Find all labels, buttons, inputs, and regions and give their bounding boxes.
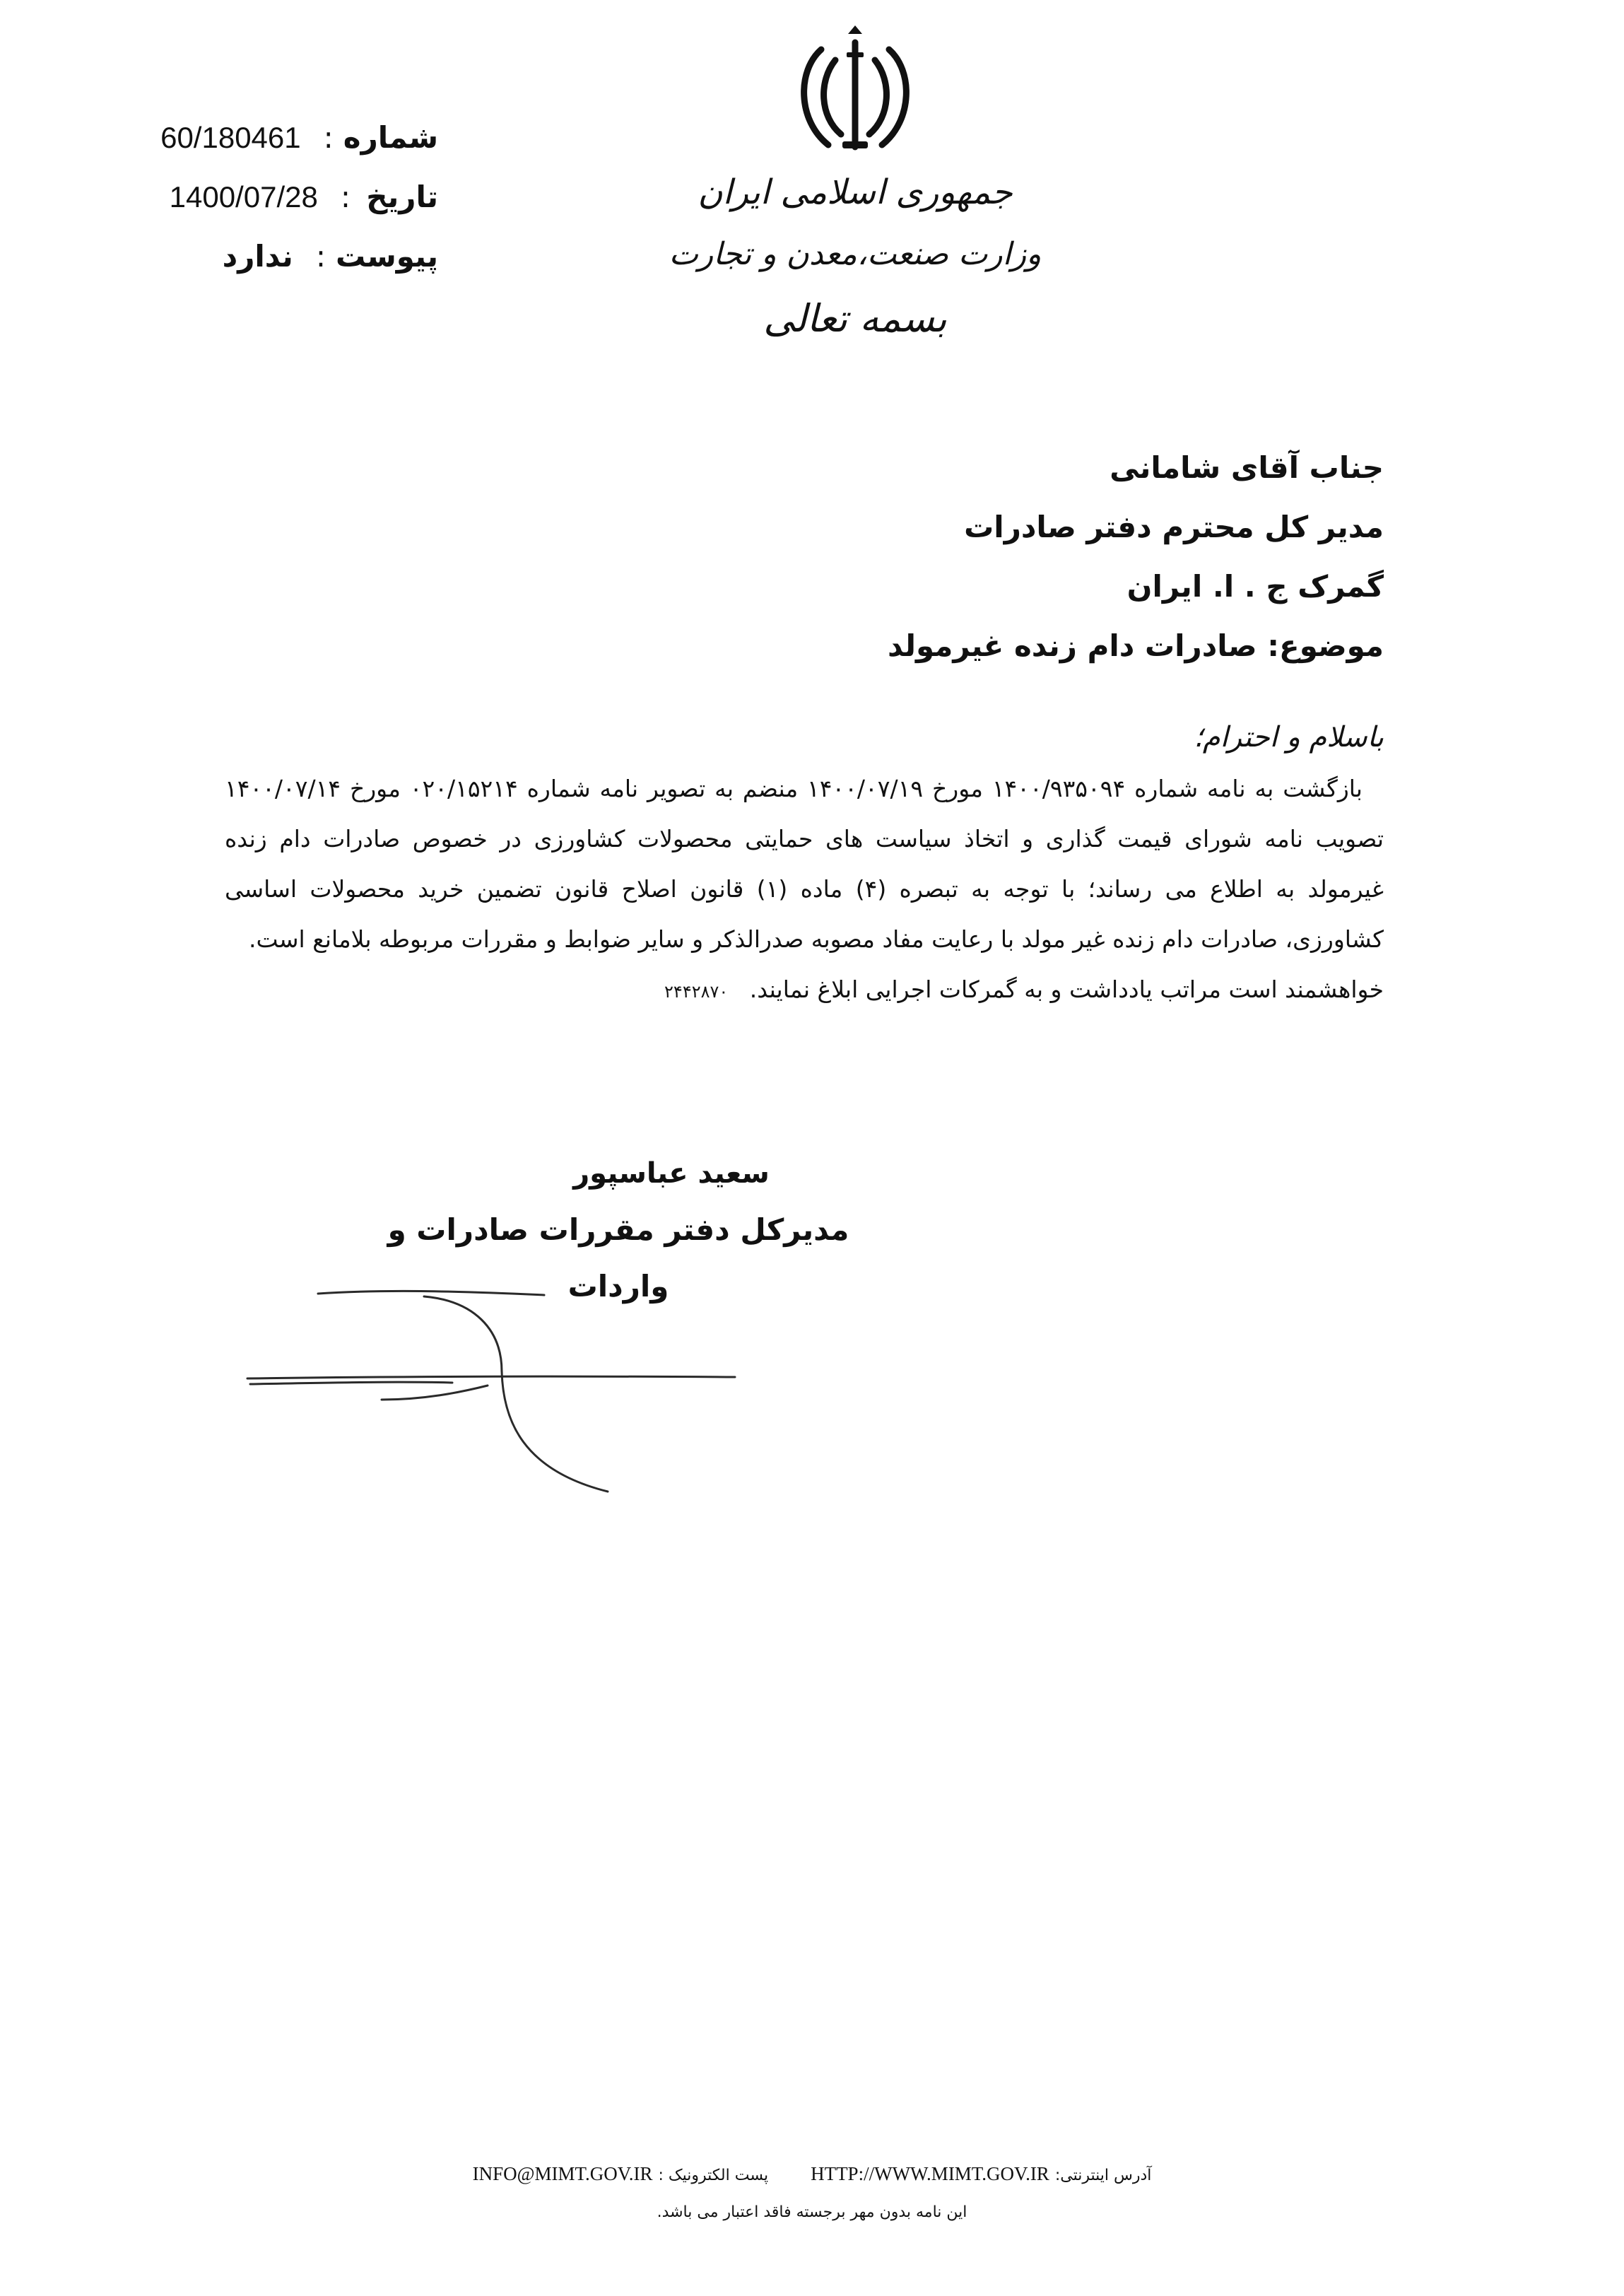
salutation: باسلام و احترام؛ xyxy=(1194,721,1384,754)
footer-email-label: پست الکترونیک : xyxy=(658,2167,769,2184)
recipient-position: مدیر کل محترم دفتر صادرات xyxy=(964,510,1384,544)
footer-notice: این نامه بدون مهر برجسته فاقد اعتبار می باشد. xyxy=(657,2203,967,2221)
letter-number-value: 60/180461 xyxy=(160,121,301,154)
footer-website-label: آدرس اینترنتی: xyxy=(1054,2167,1152,2184)
letter-date-row xyxy=(141,180,438,239)
footer-email-value: INFO@MIMT.GOV.IR xyxy=(472,2163,653,2184)
bismillah-heading: بسمه تعالی xyxy=(763,296,947,341)
recipient-block xyxy=(536,438,1384,676)
letter-meta xyxy=(141,120,438,298)
letterhead xyxy=(636,21,1074,341)
footer-website xyxy=(811,2163,1151,2185)
letter-body xyxy=(225,721,1384,1017)
closing-text: خواهشمند است مراتب یادداشت و به گمرکات اجرایی ابلاغ نمایند. xyxy=(749,976,1384,1003)
footer-email xyxy=(473,2163,768,2185)
republic-title: جمهوری اسلامی ایران xyxy=(698,172,1013,212)
closing-line xyxy=(225,964,1384,1017)
footer-website-value: HTTP://WWW.MIMT.GOV.IR xyxy=(811,2163,1049,2184)
signer-title: مدیرکل دفتر مقررات صادرات و واردات xyxy=(387,1212,849,1304)
meta-separator: : xyxy=(315,239,326,274)
meta-separator: : xyxy=(340,180,351,214)
letter-attachment-value: ندارد xyxy=(222,239,293,274)
signer-name: سعید عباسپور xyxy=(573,1157,770,1190)
iran-emblem-icon xyxy=(784,21,926,163)
letter-date-label: تاریخ xyxy=(366,180,438,214)
meta-separator: : xyxy=(323,120,334,155)
letter-footer xyxy=(0,2163,1624,2221)
letter-number-row xyxy=(141,120,438,180)
signature-block xyxy=(353,1145,883,1304)
recipient-name: جناب آقای شامانی xyxy=(1110,450,1384,485)
handwritten-signature xyxy=(240,1287,749,1520)
body-paragraph: بازگشت به نامه شماره ۱۴۰۰/۹۳۵۰۹۴ مورخ ۱۴۰۰/۰۷/۱۹ منضم به تصویر نامه شماره ۰۲۰/۱۵۲۱۴ مورخ ۱۴۰۰/۰۷/۱۴ تصویب نامه شورای قیمت گذاری و اتخاذ سیاست های حمایتی محصولات کشاورزی در خصوص صادرات دام زنده غیرمولد به اطلاع می رساند؛ با توجه به تبصره (۴) ماده (۱) قانون اصلاح قانون تضمین خرید محصولات اساسی کشاورزی، صادرات دام زنده غیر مولد با رعایت مفاد مصوبه صدرالذکر و سایر ضوابط و مقررات مربوطه بلامانع است. xyxy=(225,775,1384,953)
letter-attachment-row xyxy=(141,239,438,298)
letter-date-value: 1400/07/28 xyxy=(169,180,318,213)
letter-attachment-label: پیوست xyxy=(335,239,438,274)
ministry-title: وزارت صنعت،معدن و تجارت xyxy=(669,236,1042,272)
letter-number-label: شماره xyxy=(343,120,438,155)
recipient-organization: گمرک ج . ا. ایران xyxy=(1126,569,1384,604)
letter-subject: موضوع: صادرات دام زنده غیرمولد xyxy=(888,628,1384,663)
reference-number: ۲۴۴۲۸۷۰ xyxy=(664,982,729,1002)
footer-contact xyxy=(0,2163,1624,2185)
